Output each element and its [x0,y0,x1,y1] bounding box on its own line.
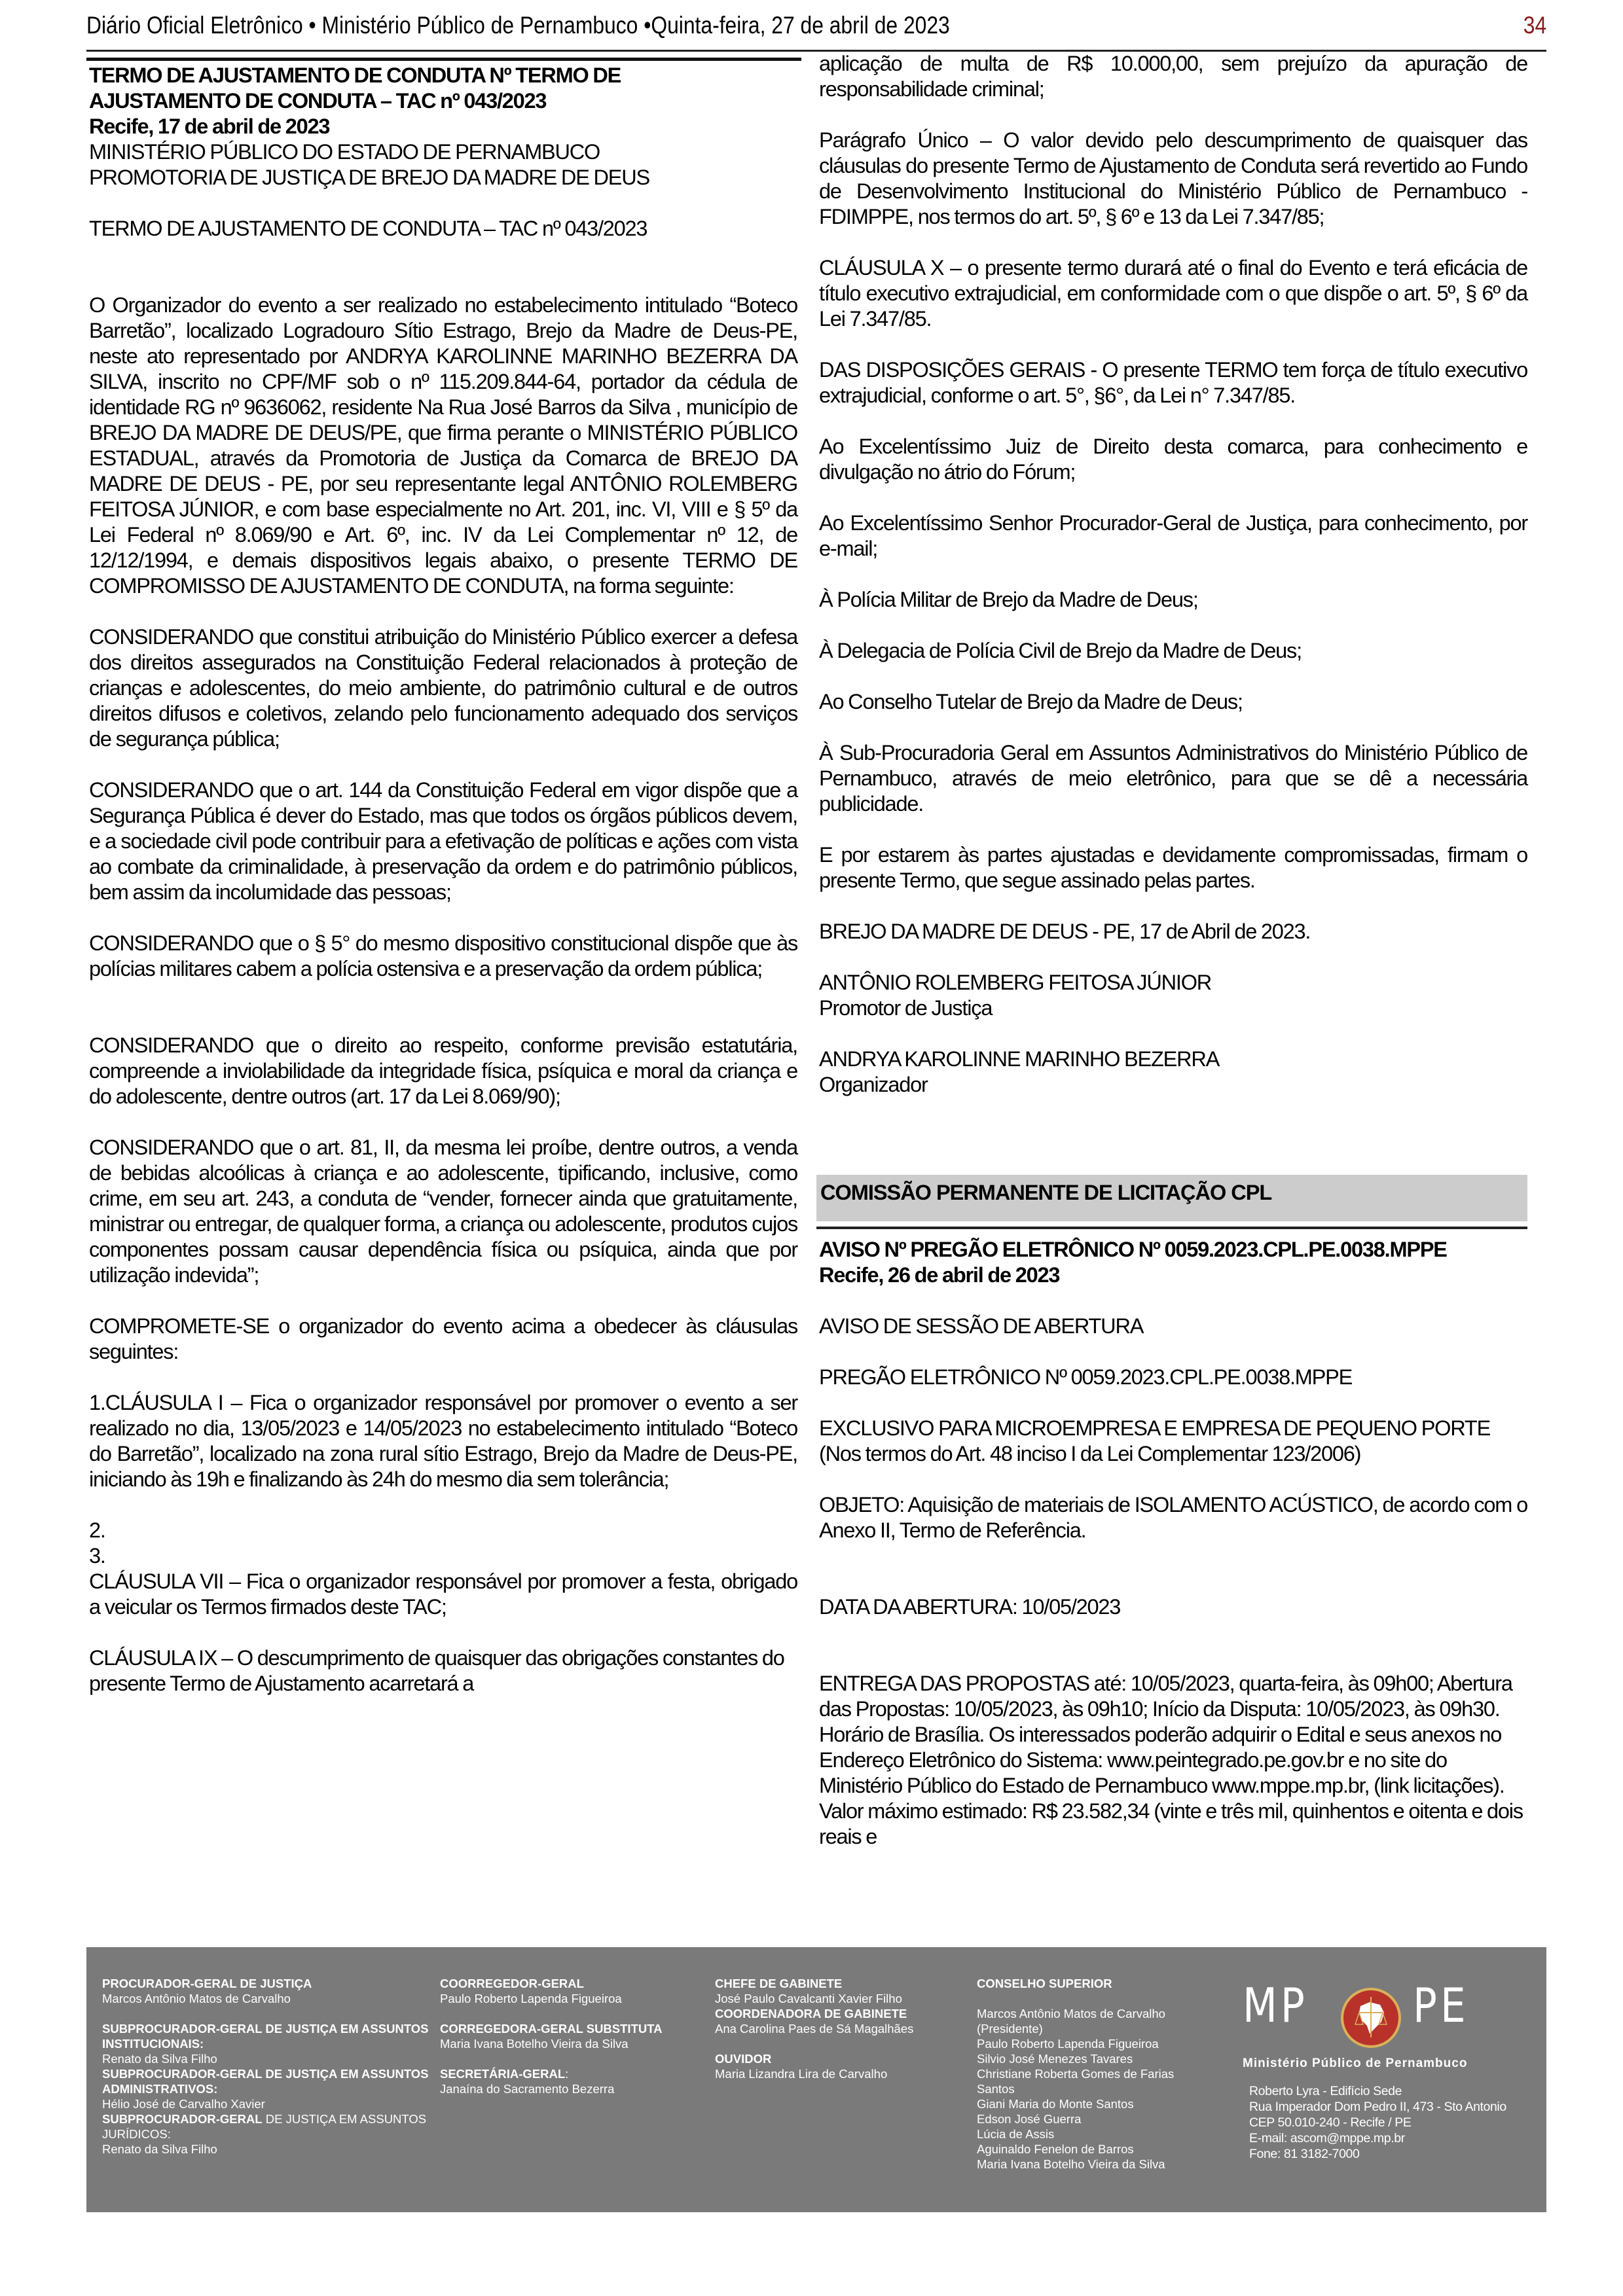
footer-label: SUBPROCURADOR-GERAL DE JUSTIÇA EM ASSUNTOS ADMINISTRATIVOS: [102,2067,429,2096]
destinatario-juiz: Ao Excelentíssimo Juiz de Direito desta comarca, para conhecimento e divulgação no átrio do Fórum; [819,435,1527,484]
footer-label-rest: : [565,2067,569,2081]
tac-heading-line2: AJUSTAMENTO DE CONDUTA – TAC nº 043/2023 [89,89,547,113]
footer-name: Renato da Silva Filho [102,2052,217,2066]
footer-col-3 [715,1976,964,2081]
logo-letters-left: MP [1243,1978,1308,2033]
cpl-objeto: OBJETO: Aquisição de materiais de ISOLAMENTO ACÚSTICO, de acordo com o Anexo II, Termo de Referência. [819,1493,1527,1542]
tac-heading-date: Recife, 17 de abril de 2023 [89,115,330,138]
council-member: Giani Maria do Monte Santos [977,2097,1134,2111]
cpl-heading-date: Recife, 26 de abril de 2023 [819,1263,1060,1287]
footer-label: SUBPROCURADOR-GERAL DE JUSTIÇA EM ASSUNTOS INSTITUCIONAIS: [102,2022,429,2051]
footer-label: SUBPROCURADOR-GERAL [102,2112,263,2126]
clausula-1: 1.CLÁUSULA I – Fica o organizador responsável por promover o evento a ser realizado no dia, 13/05/2023 e 14/05/2023 no estabelecimento intitulado “Boteco do Barretão”, localizado na zona rural sítio Estrago, Brejo da Madre de Deus-PE, iniciando às 19h e finalizando às 24h do mesmo dia sem tolerância; [89,1391,797,1491]
right-column [819,51,1527,1875]
footer-label: COORDENADORA DE GABINETE [715,2007,907,2020]
footer-name: Janaína do Sacramento Bezerra [440,2082,615,2096]
council-member: Silvio José Menezes Tavares [977,2052,1133,2066]
tac-subtitle: TERMO DE AJUSTAMENTO DE CONDUTA – TAC nº 043/2023 [89,217,647,240]
clausula-7: CLÁUSULA VII – Fica o organizador responsável por promover a festa, obrigado a veicular os Termos firmados deste TAC; [89,1570,797,1619]
fecho: E por estarem às partes ajustadas e devidamente compromissadas, firmam o presente Termo, que segue assinado pelas partes. [819,843,1527,892]
logo-subtitle: Ministério Público de Pernambuco [1243,2056,1468,2070]
footer-label: OUVIDOR [715,2052,772,2066]
org-line2: PROMOTORIA DE JUSTIÇA DE BREJO DA MADRE DE DEUS [89,166,649,189]
signature-2-role: Organizador [819,1073,928,1096]
address-line: CEP 50.010-240 - Recife / PE [1249,2115,1412,2130]
brazil-map-scales-icon [1343,1990,1398,2045]
header-title: Diário Oficial Eletrônico • Ministério Público de Pernambuco •Quinta-feira, 27 de abril de 2023 [86,12,950,39]
footer-col-2 [440,1976,702,2096]
council-member: Marcos Antônio Matos de Carvalho [977,2007,1165,2020]
council-member: Santos [977,2082,1015,2096]
signature-1-role: Promotor de Justiça [819,996,993,1020]
footer-col-4 [977,1976,1213,2172]
tac-intro: O Organizador do evento a ser realizado no estabelecimento intitulado “Boteco Barretão”, localizado Logradouro Sítio Estrago, Brejo da Madre de Deus-PE, neste ato representado por ANDRYA KAROLINNE MARINHO BEZERRA DA SILVA, inscrito no CPF/MF sob o nº 115.209.844-64, portador da cédula de identidade RG nº 9636062, residente Na Rua José Barros da Silva , município de BREJO DA MADRE DE DEUS/PE, que firma perante o MINISTÉRIO PÚBLICO ESTADUAL, através da Promotoria de Justiça da Comarca de BREJO DA MADRE DE DEUS - PE, por seu representante legal ANTÔNIO ROLEMBERG FEITOSA JÚNIOR, e com base especialmente no Art. 201, inc. VI, VIII e § 5º da Lei Federal nº 8.069/90 e Art. 6º, inc. IV da Lei Complementar nº 12, de 12/12/1994, e demais dispositivos legais abaixo, o presente TERMO DE COMPROMISSO DE AJUSTAMENTO DE CONDUTA, na forma seguinte: [89,293,797,598]
cpl-entrega: ENTREGA DAS PROPOSTAS até: 10/05/2023, quarta-feira, às 09h00; Abertura das Propostas: 10/05/2023, às 09h10; Início da Disputa: 10/05/2023, às 09h30. Horário de Brasília. Os interessados poderão adquirir o Edital e seus anexos no Endereço Eletrônico do Sistema: www.peintegrado.pe.gov.br e no site do Ministério Público do Estado de Pernambuco www.mppe.mp.br, (link licitações). Valor máximo estimado: R$ 23.582,34 (vinte e três mil, quinhentos e oitenta e dois reais e [819,1672,1523,1848]
council-member: (Presidente) [977,2022,1043,2036]
cpl-heading: AVISO Nº PREGÃO ELETRÔNICO Nº 0059.2023.CPL.PE.0038.MPPE [819,1238,1447,1261]
footer-label: CHEFE DE GABINETE [715,1977,843,1990]
cpl-aviso: AVISO DE SESSÃO DE ABERTURA [819,1314,1144,1338]
footer-name: Marcos Antônio Matos de Carvalho [102,1992,291,2005]
address-phone: Fone: 81 3182-7000 [1249,2147,1360,2161]
footer-name: José Paulo Cavalcanti Xavier Filho [715,1992,902,2005]
destinatario-pm: À Polícia Militar de Brejo da Madre de Deus; [819,588,1198,611]
considerando-4: CONSIDERANDO que o direito ao respeito, conforme previsão estatutária, compreende a inviolabilidade da integridade física, psíquica e moral da criança e do adolescente, dentre outros (art. 17 da Lei 8.069/90); [89,1033,797,1108]
footer-address [1249,2083,1506,2162]
logo-letters-right: PE [1413,1978,1469,2033]
footer-name: Maria Lizandra Lira de Carvalho [715,2067,888,2081]
cpl-termos: (Nos termos do Art. 48 inciso I da Lei Complementar 123/2006) [819,1442,1361,1465]
footer-label: PROCURADOR-GERAL DE JUSTIÇA [102,1977,312,1990]
item-2: 2. [89,1518,105,1542]
left-column [89,63,797,1722]
considerando-5: CONSIDERANDO que o art. 81, II, da mesma lei proíbe, dentre outros, a venda de bebidas alcoólicas à criança e ao adolescente, tipificando, inclusive, como crime, em seu art. 243, a conduta de “vender, fornecer ainda que gratuitamente, ministrar ou entregar, de qualquer forma, a criança ou adolescente, produtos cujos componentes possam causar dependência física ou psíquica, ainda que por utilização indevida”; [89,1136,797,1287]
cpl-pregao: PREGÃO ELETRÔNICO Nº 0059.2023.CPL.PE.0038.MPPE [819,1365,1353,1389]
clausula-10: CLÁUSULA X – o presente termo durará até o final do Evento e terá eficácia de título executivo extrajudicial, em conformidade com o que dispõe o art. 5º, § 6º da Lei 7.347/85. [819,256,1527,331]
footer-label: CORREGEDORA-GERAL SUBSTITUTA [440,2022,663,2036]
destinatario-ct: Ao Conselho Tutelar de Brejo da Madre de Deus; [819,690,1243,713]
disposicoes-gerais: DAS DISPOSIÇÕES GERAIS - O presente TERMO tem força de título executivo extrajudicial, conforme o art. 5°, §6°, da Lei n° 7.347/85. [819,358,1527,407]
signature-2-name: ANDRYA KAROLINNE MARINHO BEZERRA [819,1047,1220,1071]
clausula-9-continued: aplicação de multa de R$ 10.000,00, sem prejuízo da apuração de responsabilidade criminal; [819,52,1527,101]
footer-label: CONSELHO SUPERIOR [977,1977,1112,1990]
council-member: Christiane Roberta Gomes de Farias [977,2067,1175,2081]
footer-name: Hélio José de Carvalho Xavier [102,2097,265,2111]
footer-name: Maria Ivana Botelho Vieira da Silva [440,2037,629,2051]
org-line1: MINISTÉRIO PÚBLICO DO ESTADO DE PERNAMBUCO [89,140,600,164]
destinatario-pc: À Delegacia de Polícia Civil de Brejo da Madre de Deus; [819,639,1302,662]
local-data: BREJO DA MADRE DE DEUS - PE, 17 de Abril de 2023. [819,920,1311,943]
destinatario-pgj: Ao Excelentíssimo Senhor Procurador-Geral de Justiça, para conhecimento, por e-mail; [819,511,1527,560]
paragrafo-unico: Parágrafo Único – O valor devido pelo descumprimento de quaisquer das cláusulas do presente Termo de Ajustamento de Conduta será revertido ao Fundo de Desenvolvimento Institucional do Ministério Público de Pernambuco - FDIMPPE, nos termos do art. 5º, § 6º e 13 da Lei 7.347/85; [819,128,1527,228]
council-member: Maria Ivana Botelho Vieira da Silva [977,2157,1165,2171]
item-3: 3. [89,1544,105,1568]
considerando-3: CONSIDERANDO que o § 5° do mesmo dispositivo constitucional dispõe que às polícias militares cabem a polícia ostensiva e a preservação da ordem pública; [89,931,797,980]
signature-1-name: ANTÔNIO ROLEMBERG FEITOSA JÚNIOR [819,971,1212,994]
footer-name: Renato da Silva Filho [102,2142,217,2156]
address-line: Rua Imperador Dom Pedro II, 473 - Sto Antonio [1249,2100,1506,2114]
mppe-logo [1243,1979,1518,2070]
cpl-data-abertura: DATA DA ABERTURA: 10/05/2023 [819,1595,1121,1619]
left-column-rule [86,58,801,61]
compromete: COMPROMETE-SE o organizador do evento acima a obedecer às cláusulas seguintes: [89,1314,797,1363]
scales-of-justice-seal-icon [1341,1988,1401,2048]
footer-label-rest: DE JUSTIÇA EM ASSUNTOS JURÍDICOS: [102,2112,427,2141]
address-email[interactable]: E-mail: ascom@mppe.mp.br [1249,2131,1405,2145]
footer-col-1 [102,1976,429,2157]
footer-label: COORREGEDOR-GERAL [440,1977,584,1990]
address-line: Roberto Lyra - Edifício Sede [1249,2084,1402,2098]
footer-name: Paulo Roberto Lapenda Figueiroa [440,1992,622,2005]
footer [86,1947,1546,2212]
cpl-exclusivo: EXCLUSIVO PARA MICROEMPRESA E EMPRESA DE PEQUENO PORTE [819,1416,1491,1440]
destinatario-sub: À Sub-Procuradoria Geral em Assuntos Administrativos do Ministério Público de Pernambuco, através de meio eletrônico, para que se dê a necessária publicidade. [819,741,1527,816]
council-member: Aguinaldo Fenelon de Barros [977,2142,1134,2156]
footer-label: SECRETÁRIA-GERAL [440,2067,566,2081]
section-title-cpl: COMISSÃO PERMANENTE DE LICITAÇÃO CPL [816,1175,1527,1221]
footer-name: Ana Carolina Paes de Sá Magalhães [715,2022,914,2036]
tac-heading-line1: TERMO DE AJUSTAMENTO DE CONDUTA Nº TERMO DE [89,63,621,87]
page-number: 34 [1523,12,1546,39]
clausula-9: CLÁUSULA IX – O descumprimento de quaisquer das obrigações constantes do presente Termo de Ajustamento acarretará a [89,1646,784,1695]
council-member: Edson José Guerra [977,2112,1082,2126]
council-member: Lúcia de Assis [977,2127,1055,2141]
council-member: Paulo Roberto Lapenda Figueiroa [977,2037,1159,2051]
section-rule [816,1227,1527,1229]
considerando-2: CONSIDERANDO que o art. 144 da Constituição Federal em vigor dispõe que a Segurança Pública é dever do Estado, mas que todos os órgãos públicos devem, e a sociedade civil pode contribuir para a efetivação de políticas e ações com vista ao combate da criminalidade, à preservação da ordem e do patrimônio públicos, bem assim da incolumidade das pessoas; [89,778,797,904]
considerando-1: CONSIDERANDO que constitui atribuição do Ministério Público exercer a defesa dos direitos assegurados na Constituição Federal relacionados à proteção de crianças e adolescentes, do meio ambiente, do patrimônio cultural e de outros direitos difusos e coletivos, zelando pelo funcionamento adequado dos serviços de segurança pública; [89,625,797,751]
page-header [86,5,1546,46]
